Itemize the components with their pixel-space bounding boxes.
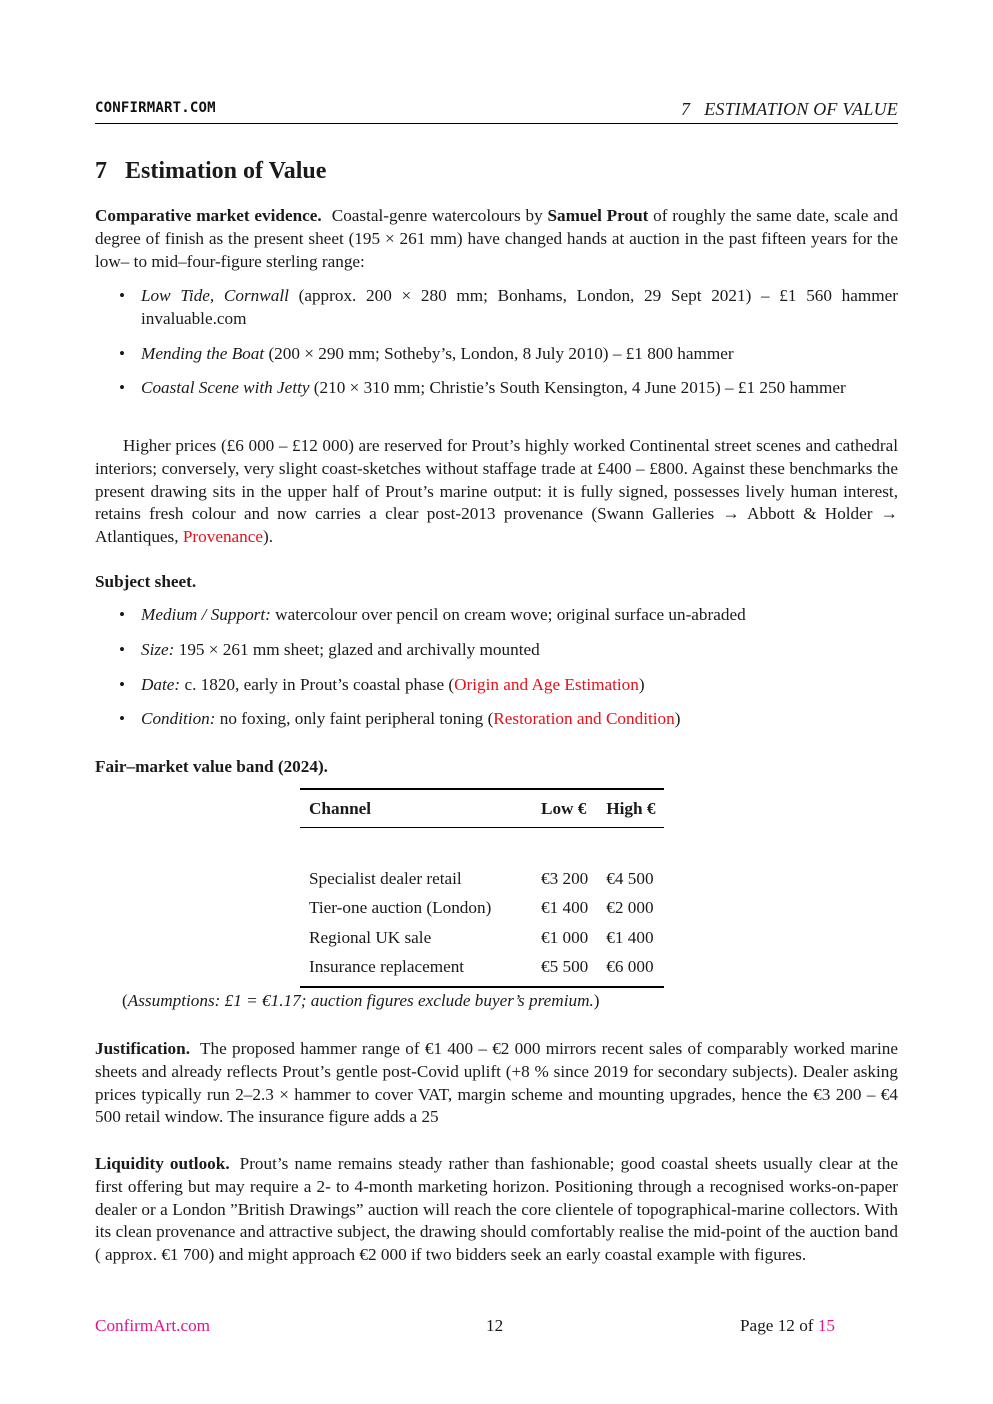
table-spacer-row — [300, 828, 664, 865]
artist-name: Samuel Prout — [547, 206, 649, 225]
footer-page-total-link[interactable]: 15 — [817, 1316, 835, 1335]
justification-runin: Justification. — [95, 1039, 191, 1058]
section-number: 7 — [95, 158, 107, 184]
comparable-sales-list — [95, 285, 898, 400]
restoration-condition-link[interactable]: Restoration and Condition — [493, 709, 675, 729]
table-cell: €6 000 — [606, 957, 654, 977]
liquidity-text: Prout’s name remains steady rather than fashionable; good coastal sheets usually clear at the first offering but may require a 2- to 4-month marketing horizon. Positioning through a recognised works-on-paper dealer or a London ”British Drawings” auction will reach the core clientele of topographical-marine collectors. With its clean provenance and attractive subject, the drawing should comfortably realise the mid-point of the auction band ( approx. €1 700) and might approach €2 000 if two bidders seek an early coastal example with figures. — [95, 1154, 898, 1265]
list-item — [95, 639, 898, 662]
paren-open: ( — [122, 991, 128, 1010]
table-cell: €1 400 — [541, 898, 589, 918]
running-section-number: 7 — [681, 99, 691, 119]
origin-age-link[interactable]: Origin and Age Estimation — [454, 674, 639, 694]
subject-sheet-heading: Subject sheet. — [95, 572, 197, 591]
assumptions-text: Assumptions: £1 = €1.17; auction figures exclude buyer’s premium. — [127, 991, 594, 1010]
assumptions-note — [122, 991, 600, 1011]
item-text: watercolour over pencil on cream wove; original surface un-abraded — [270, 605, 746, 624]
item-end: ) — [638, 674, 645, 694]
item-label: Date: — [141, 674, 181, 694]
section-heading — [95, 158, 326, 185]
sale-details: (200 × 290 mm; Sotheby’s, London, 8 July 2010) – £1 800 hammer — [264, 343, 734, 363]
comparative-text-a: Coastal-genre watercolours by — [331, 206, 548, 225]
benchmark-text: Higher prices (£6 000 – £12 000) are reserved for Prout’s highly worked Continental street scenes and cathedral interiors; conversely, very slight coast-sketches without staffage trade at £400 – £800. Against these benchmarks the present drawing sits in the upper half of Prout’s marine output: it is fully signed, possesses lively human interest, retains fresh colour and now carries a clear post-2013 provenance (Swann Galleries → Abbott & Holder → Atlantiques, — [95, 436, 898, 547]
table-cell: Tier-one auction (London) — [309, 898, 492, 918]
table-cell: Regional UK sale — [309, 927, 432, 947]
item-label: Medium / Support: — [141, 605, 271, 624]
justification-text: The proposed hammer range of €1 400 – €2 000 mirrors recent sales of comparably worked marine sheets and already reflects Prout’s gentle post-Covid uplift (+8 % since 2019 for secondary subjects). Dealer asking prices typically run 2–2.3 × hammer to cover VAT, margin scheme and mounting upgrades, hence the €3 200 – €4 500 retail window. The insurance figure adds a 25 — [95, 1039, 898, 1127]
column-header-channel: Channel — [300, 789, 532, 828]
comparative-text-b: of roughly the same date, scale and degree of finish as the present sheet (195 × 261 mm) have changed hands at auction in the past fifteen years for the low– to mid–four-figure sterling range: — [95, 206, 898, 271]
table-cell: €3 200 — [541, 868, 589, 888]
item-label: Condition: — [141, 709, 216, 729]
item-text: 195 × 261 mm sheet; glazed and archivally mounted — [174, 639, 540, 659]
item-text: c. 1820, early in Prout’s coastal phase ( — [180, 674, 455, 694]
list-item — [95, 285, 898, 331]
running-section-name: ESTIMATION OF VALUE — [704, 99, 898, 119]
benchmark-end: ). — [263, 527, 274, 547]
table-cell: Specialist dealer retail — [309, 868, 462, 888]
table-cell: €2 000 — [606, 898, 654, 918]
benchmark-paragraph — [95, 435, 898, 549]
liquidity-runin: Liquidity outlook. — [95, 1154, 230, 1173]
item-label: Size: — [141, 639, 175, 659]
subject-sheet-list — [95, 604, 898, 731]
section-title: Estimation of Value — [125, 158, 327, 184]
justification-paragraph — [95, 1038, 898, 1129]
table-cell: €1 400 — [606, 927, 654, 947]
item-text: no foxing, only faint peripheral toning ( — [215, 709, 494, 729]
sale-details: (210 × 310 mm; Christie’s South Kensington, 4 June 2015) – £1 250 hammer — [309, 378, 846, 398]
footer-page-prefix: Page 12 of — [740, 1316, 818, 1335]
sale-details: (approx. 200 × 280 mm; Bonhams, London, 29 Sept 2021) – £1 560 hammer invaluable.com — [141, 286, 898, 328]
sale-title: Low Tide, Cornwall — [141, 286, 289, 305]
table-row — [300, 894, 664, 924]
fmv-table — [300, 788, 664, 988]
footer-page-of — [740, 1316, 835, 1336]
sale-title: Coastal Scene with Jetty — [141, 378, 310, 398]
footer-site-link[interactable]: ConfirmArt.com — [95, 1316, 211, 1335]
list-item — [95, 343, 898, 366]
running-section-title — [681, 99, 898, 120]
comparative-evidence-paragraph — [95, 205, 898, 273]
list-item — [95, 604, 898, 627]
sale-title: Mending the Boat — [141, 343, 265, 363]
table-header-row — [300, 789, 664, 828]
provenance-link[interactable]: Provenance — [182, 527, 264, 547]
table-cell: €5 500 — [541, 957, 589, 977]
confirmart-logo: CONFIRMART.COM — [95, 100, 216, 116]
item-end: ) — [674, 709, 681, 729]
paren-close: ) — [593, 991, 600, 1010]
column-header-low: Low € — [532, 789, 597, 828]
table-cell: Insurance replacement — [309, 957, 465, 977]
table-row — [300, 864, 664, 894]
list-item — [95, 674, 898, 697]
table-cell: €1 000 — [541, 927, 589, 947]
column-header-high: High € — [597, 789, 664, 828]
running-header — [95, 99, 898, 124]
list-item — [95, 708, 898, 731]
table-row — [300, 953, 664, 988]
footer-page-number: 12 — [486, 1316, 504, 1335]
liquidity-paragraph — [95, 1153, 898, 1267]
fmv-heading: Fair–market value band (2024). — [95, 757, 328, 776]
table-row — [300, 923, 664, 953]
comparative-runin: Comparative market evidence. — [95, 206, 322, 225]
list-item — [95, 377, 898, 400]
table-cell: €4 500 — [606, 868, 654, 888]
